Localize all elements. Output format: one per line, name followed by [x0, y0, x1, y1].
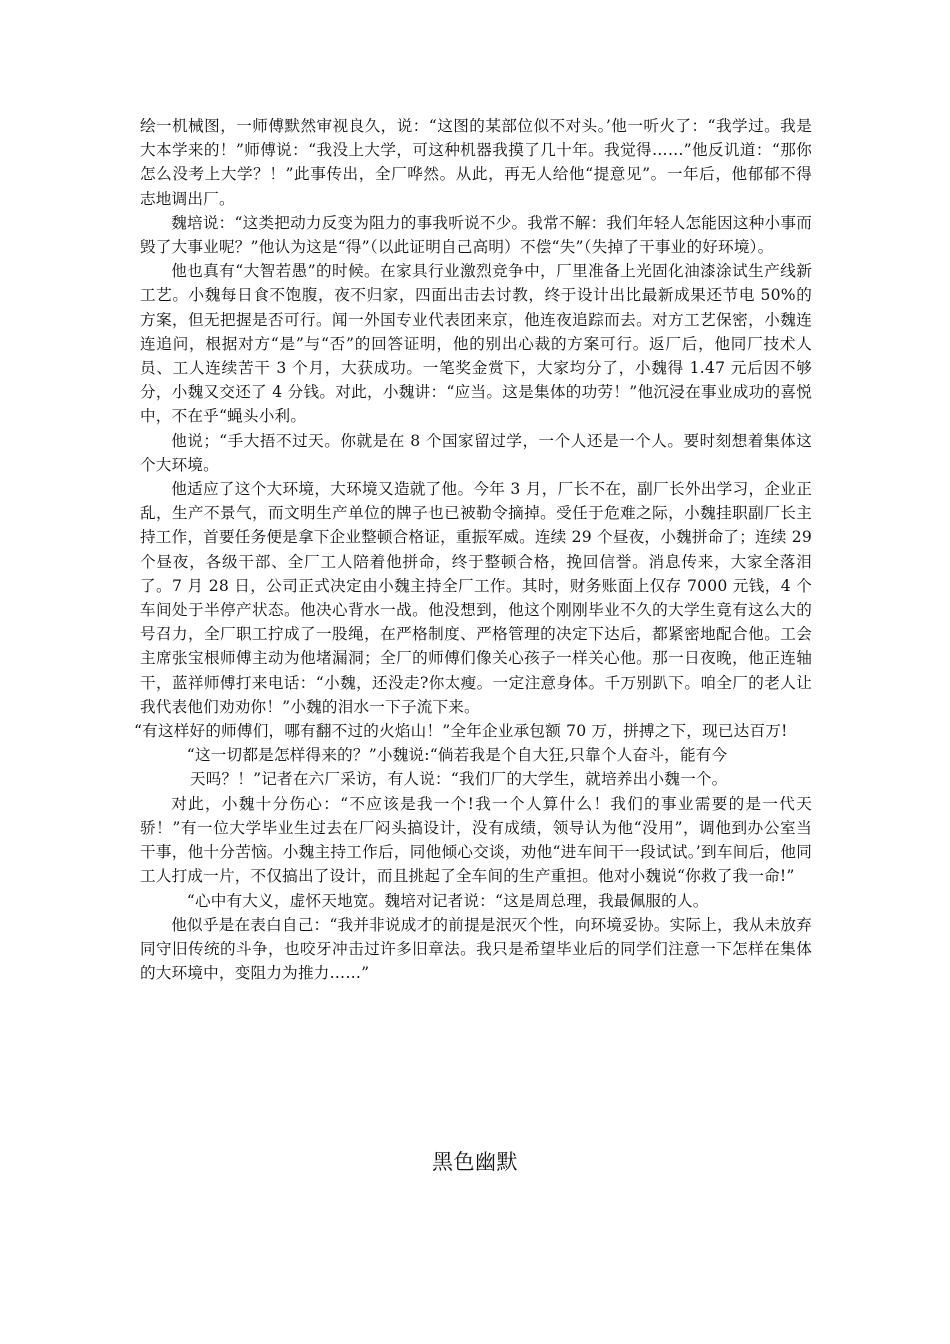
paragraph-5: 他适应了这个大环境，大环境又造就了他。今年 3 月，厂长不在，副厂长外出学习，企业正乱，生产不景气，而文明生产单位的牌子也已被勒令摘掉。受任于危难之际，小魏挂职副厂长主持工作，首要任务便是拿下企业整顿合格证，重振军威。连续 29 个昼夜，小魏拼命了；连续 29 个昼夜，各级干部、全厂工人陪着他拼命，终于整顿合格，挽回信誉。消息传来，大家全落泪了。7 月 28 日，公司正式决定由小魏主持全厂工作。其时，财务账面上仅存 7000 元钱，4 个车间处于半停产状态。他决心背水一战。他没想到，他这个刚刚毕业不久的大学生竟有这么大的号召力，全厂职工拧成了一股绳，在严格制度、严格管理的决定下达后，都紧密地配合他。工会主席张宝根师傅主动为他堵漏洞；全厂的师傅们像关心孩子一样关心他。那一日夜晚，他正连轴干，蓝祥师傅打来电话：“小魏，还没走?你太瘦。一定注意身体。千万别趴下。咱全厂的老人让我代表他们劝劝你！”小魏的泪水一下子流下来。 [140, 480, 812, 716]
paragraph-11: 他似乎是在表白自己：“我并非说成才的前提是泯灭个性，向环境妥协。实际上，我从未放弃同守旧传统的斗争，也咬牙冲击过许多旧章法。我只是希望毕业后的同学们注意一下怎样在集体的大环境中，变阻力为推力……” [140, 915, 812, 983]
paragraph-1: 绘一机械图，一师傅默然审视良久，说：“这图的某部位似不对头。’他一听火了：“我学过。我是大本学来的！”师傅说：“我没上大学，可这种机器我摸了几十年。我觉得……”他反讥道：“那你怎么没考上大学？！”此事传出，全厂哗然。从此，再无人给他“提意见”。一年后，他郁郁不得志地调出厂。 [140, 117, 812, 208]
section-title: 黑色幽默 [432, 1150, 518, 1174]
paragraph-3: 他也真有“大智若愚”的时候。在家具行业激烈竞争中，厂里准备上光固化油漆涂试生产线新工艺。小魏每日食不饱腹，夜不归家，四面出击去讨教，终于设计出比最新成果还节电 50%的方案，但无把握是否可行。闻一外国专业代表团来京，他连夜追踪而去。对方工艺保密，小魏连连追问，根据对方“是”与“否”的回答证明，他的别出心裁的方案可行。返厂后，他同厂技术人员、工人连续苦干 3 个月，大获成功。一笔奖金赏下，大家均分了，小魏得 1.47 元后因不够分，小魏又交还了 4 分钱。对此，小魏讲：“应当。这是集体的功劳！”他沉浸在事业成功的喜悦中，不在乎“蝇头小利。 [140, 262, 812, 426]
paragraph-6: “有这样好的师傅们，哪有翻不过的火焰山！”全年企业承包额 70 万，拼搏之下，现已达百万! [134, 722, 788, 741]
paragraph-9: 对此，小魏十分伤心：“不应该是我一个!我一个人算什么！我们的事业需要的是一代天骄！”有一位大学毕业生过去在厂闷头搞设计，没有成绩，领导认为他“没用”，调他到办公室当干事，他十分苦恼。小魏主持工作后，同他倾心交谈，劝他“进车间干一段试试。’到车间后，他同工人打成一片，不仅搞出了设计，而且挑起了全车间的生产重担。他对小魏说“你救了我一命!” [140, 794, 812, 886]
paragraph-10: “心中有大义，虚怀天地宽。魏培对记者说：“这是周总理，我最佩服的人。 [186, 891, 709, 910]
paragraph-7: “这一切都是怎样得来的？”小魏说:“倘若我是个自大狂,只靠个人奋斗，能有今 [186, 746, 728, 765]
article-body [134, 114, 812, 985]
paragraph-8: 天吗？！”记者在六厂采访，有人说：“我们厂的大学生，就培养出小魏一个。 [189, 770, 728, 789]
paragraph-2: 魏培说：“这类把动力反变为阻力的事我听说不少。我常不解：我们年轻人怎能因这种小事而毁了大事业呢？”他认为这是“得”（以此证明自己高明）不偿“失”（失掉了干事业的好环境）。 [140, 213, 812, 257]
paragraph-4: 他说；“手大捂不过天。你就是在 8 个国家留过学，一个人还是一个人。要时刻想着集体这个大环境。 [140, 431, 812, 474]
